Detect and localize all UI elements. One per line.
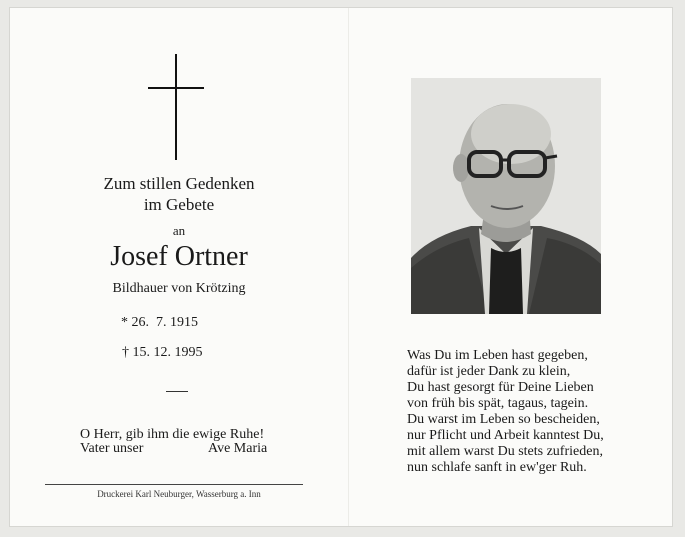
- left-panel: [10, 8, 348, 526]
- poem-line: nur Pflicht und Arbeit kanntest Du,: [407, 428, 604, 443]
- heading-line-2: im Gebete: [143, 195, 215, 214]
- heading-line-3: an: [172, 223, 186, 238]
- heading-line-1: Zum stillen Gedenken: [103, 174, 255, 193]
- prayer-vater-unser: Vater unser: [80, 441, 144, 456]
- occupation: Bildhauer von Krötzing: [112, 281, 246, 296]
- portrait-photo: [411, 78, 601, 314]
- poem-line: dafür ist jeder Dank zu klein,: [407, 364, 571, 379]
- poem-line: mit allem warst Du stets zufrieden,: [407, 444, 603, 459]
- birth-date: * 26. 7. 1915: [121, 315, 198, 330]
- right-panel: [349, 8, 672, 526]
- poem-line: Was Du im Leben hast gegeben,: [407, 348, 588, 363]
- cross-icon: [148, 54, 204, 160]
- footer-rule: [45, 484, 303, 485]
- poem-line: Du warst im Leben so bescheiden,: [407, 412, 600, 427]
- divider-dash: [166, 391, 188, 392]
- poem-line: Du hast gesorgt für Deine Lieben: [407, 380, 594, 395]
- prayer-ave-maria: Ave Maria: [208, 441, 268, 456]
- prayer-line: O Herr, gib ihm die ewige Ruhe!: [80, 427, 265, 442]
- poem-line: nun schlafe sanft in ew'ger Ruh.: [407, 460, 587, 475]
- memorial-card: [10, 8, 672, 526]
- printer-credit: Druckerei Karl Neuburger, Wasserburg a. Inn: [97, 489, 261, 499]
- poem-line: von früh bis spät, tagaus, tagein.: [407, 396, 589, 411]
- poem: [407, 348, 604, 476]
- deceased-name: Josef Ortner: [110, 241, 248, 272]
- death-date: † 15. 12. 1995: [122, 345, 203, 360]
